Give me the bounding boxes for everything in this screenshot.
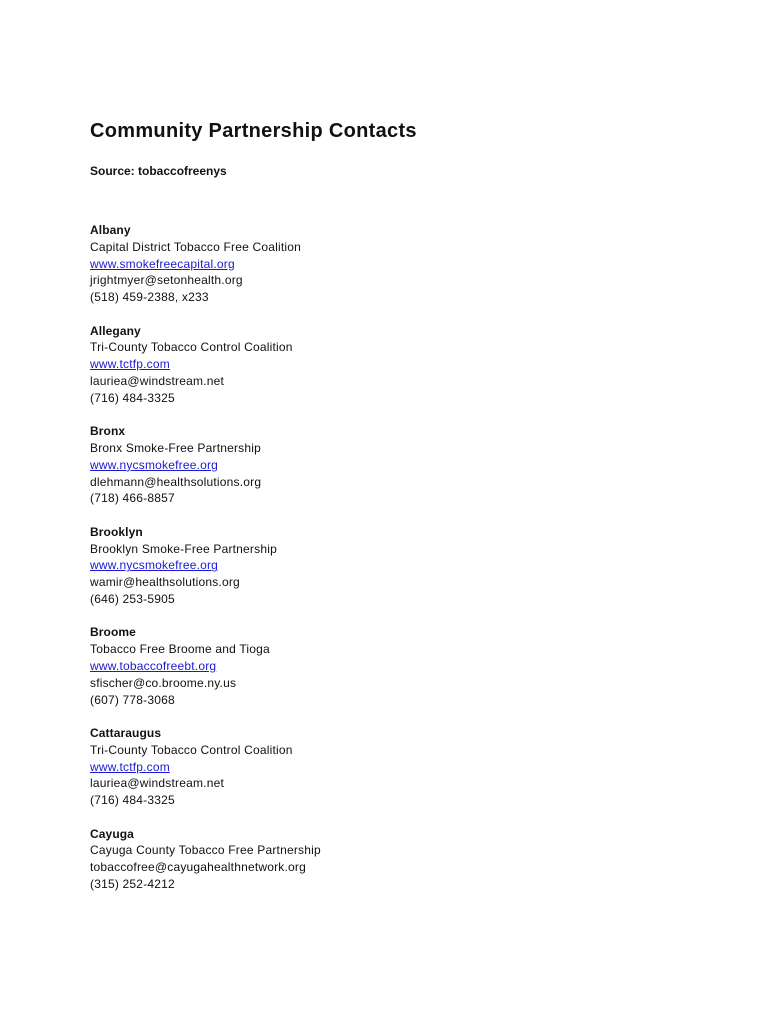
county-name: Cattaraugus: [90, 725, 162, 740]
website-link[interactable]: www.nycsmokefree.org: [90, 558, 219, 573]
organization-name: Tri-County Tobacco Control Coalition: [90, 742, 293, 757]
website-link[interactable]: www.tobaccofreebt.org: [90, 658, 217, 673]
organization-name: Brooklyn Smoke-Free Partnership: [90, 541, 277, 556]
organization-name: Tobacco Free Broome and Tioga: [90, 642, 270, 657]
county-name: Broome: [90, 625, 136, 640]
contact-entry-albany: [90, 222, 321, 323]
organization-name: Capital District Tobacco Free Coalition: [90, 239, 301, 254]
website-link[interactable]: www.smokefreecapital.org: [90, 256, 235, 271]
county-name: Cayuga: [90, 826, 134, 841]
phone-number: (518) 459-2388, x233: [90, 290, 209, 305]
page-title: Community Partnership Contacts: [90, 120, 417, 142]
email-address: jrightmyer@setonhealth.org: [90, 273, 243, 288]
county-name: Allegany: [90, 323, 141, 338]
email-address: dlehmann@healthsolutions.org: [90, 474, 262, 489]
source-note: Source: tobaccofreenys: [90, 164, 227, 178]
contact-entry-allegany: [90, 323, 321, 424]
phone-number: (646) 253-5905: [90, 591, 175, 606]
county-name: Brooklyn: [90, 524, 143, 539]
email-address: wamir@healthsolutions.org: [90, 575, 240, 590]
organization-name: Bronx Smoke-Free Partnership: [90, 440, 261, 455]
phone-number: (718) 466-8857: [90, 491, 175, 506]
contact-entry-cayuga: [90, 826, 321, 927]
phone-number: (716) 484-3325: [90, 390, 175, 405]
phone-number: (607) 778-3068: [90, 692, 175, 707]
phone-number: (315) 252-4212: [90, 876, 175, 891]
website-link[interactable]: www.tctfp.com: [90, 759, 170, 774]
organization-name: Cayuga County Tobacco Free Partnership: [90, 843, 321, 858]
website-link[interactable]: www.tctfp.com: [90, 357, 170, 372]
phone-number: (716) 484-3325: [90, 793, 175, 808]
email-address: lauriea@windstream.net: [90, 373, 224, 388]
organization-name: Tri-County Tobacco Control Coalition: [90, 340, 293, 355]
contact-entry-broome: [90, 624, 321, 725]
county-name: Albany: [90, 223, 131, 237]
contact-entry-bronx: [90, 423, 321, 524]
email-address: lauriea@windstream.net: [90, 776, 224, 791]
contact-entry-brooklyn: [90, 524, 321, 625]
website-link[interactable]: www.nycsmokefree.org: [90, 457, 219, 472]
contact-list: [90, 222, 321, 926]
email-address: sfischer@co.broome.ny.us: [90, 675, 237, 690]
contact-entry-cattaraugus: [90, 725, 321, 826]
email-address: tobaccofree@cayugahealthnetwork.org: [90, 860, 306, 875]
county-name: Bronx: [90, 424, 126, 439]
